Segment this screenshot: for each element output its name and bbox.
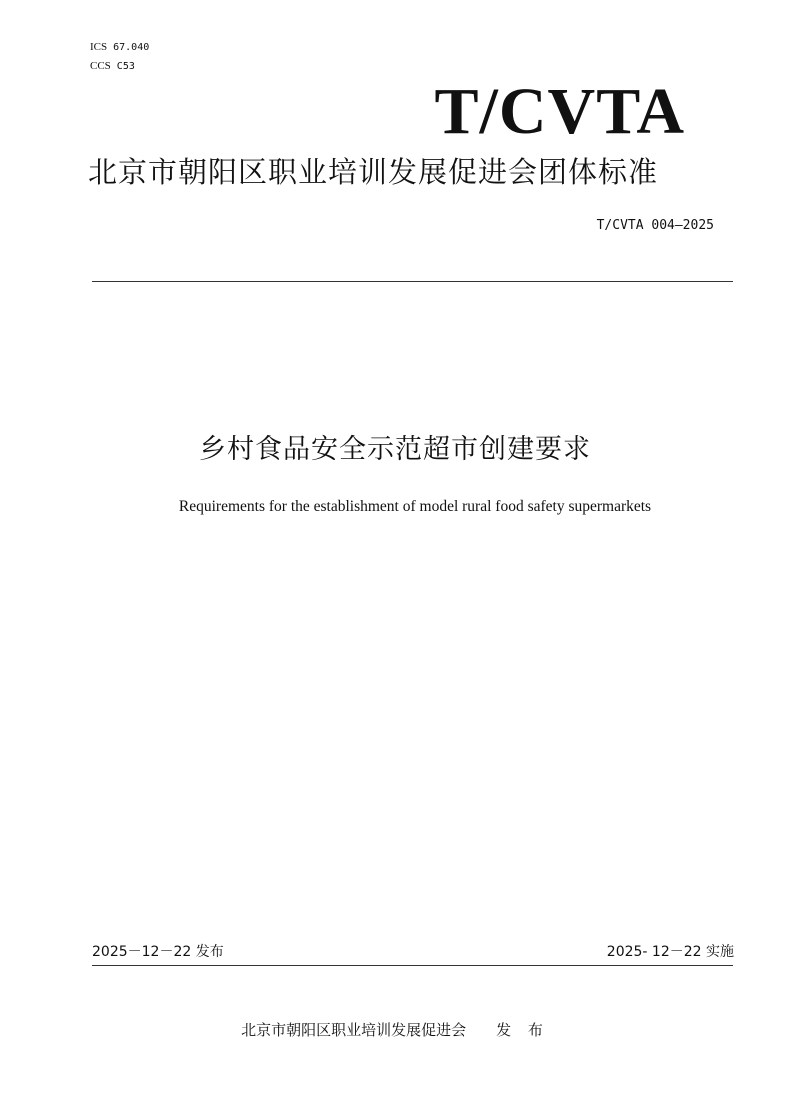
- standard-category-heading: 北京市朝阳区职业培训发展促进会团体标准: [88, 155, 659, 189]
- publish-date: 2025－12－22 发布: [92, 944, 224, 960]
- bottom-divider: [92, 965, 733, 966]
- ics-code: 67.040: [113, 42, 150, 53]
- top-divider: [92, 281, 733, 282]
- standard-number: T/CVTA 004—2025: [596, 218, 714, 233]
- implement-date: 2025- 12－22 实施: [606, 944, 734, 960]
- org-code-logo: T/CVTA: [434, 75, 685, 148]
- document-title-zh: 乡村食品安全示范超市创建要求: [199, 434, 591, 465]
- ccs-code: C53: [116, 61, 135, 72]
- ccs-label: CCS: [90, 60, 111, 72]
- publisher-name: 北京市朝阳区职业培训发展促进会: [241, 1021, 467, 1039]
- ics-line: [90, 40, 149, 55]
- publish-action: 发 布: [496, 1021, 549, 1039]
- publisher-line: [0, 1018, 790, 1042]
- document-title-en: Requirements for the establishment of model rural food safety supermarkets: [178, 498, 652, 515]
- ccs-line: [90, 59, 135, 74]
- ics-label: ICS: [90, 41, 108, 53]
